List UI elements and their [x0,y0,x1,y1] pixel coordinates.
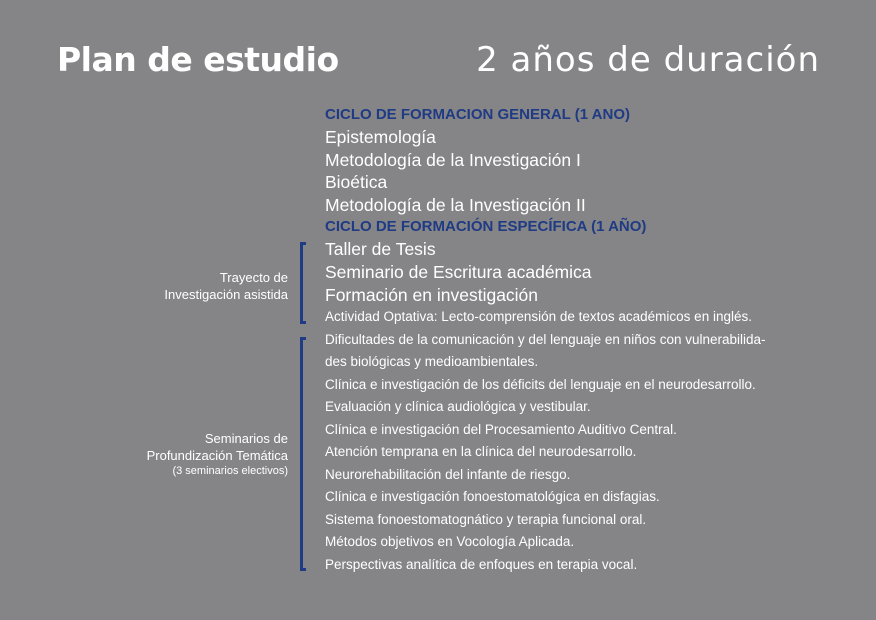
seminarios-label-line: Seminarios de [204,431,288,446]
seminar-item: Dificultades de la comunicación y del lenguaje en niños con vulnerabilida- [325,331,766,347]
cycle-general-heading: CICLO DE FORMACION GENERAL (1 ANO) [325,106,631,123]
cycle-specific-heading: CICLO DE FORMACIÓN ESPECÍFICA (1 AÑO) [325,218,647,236]
course-item: Metodología de la Investigación I [325,149,581,170]
course-item: Seminario de Escritura académica [325,261,592,282]
trayecto-label-line: Trayecto de [219,270,288,285]
course-item: Taller de Tesis [325,239,436,260]
optional-activity: Actividad Optativa: Lecto-comprensión de textos académicos en inglés. [325,309,752,325]
seminarios-label-line: Profundización Temática [146,448,288,463]
course-item: Formación en investigación [325,284,539,305]
seminar-item: Sistema fonoestomatognático y terapia funcional oral. [325,511,647,527]
page-title: Plan de estudio [57,40,339,79]
seminarios-label-note: (3 seminarios electivos) [172,465,288,477]
seminar-item: des biológicas y medioambientales. [325,354,539,370]
course-item: Epistemología [325,127,436,147]
duration-heading: 2 años de duración [476,40,820,80]
study-plan-list [325,104,845,576]
seminar-item: Atención temprana en la clínica del neurodesarrollo. [325,444,637,460]
trayecto-label [164,269,288,303]
seminar-item: Métodos objetivos en Vocología Aplicada. [325,534,575,550]
seminar-item: Clínica e investigación fonoestomatológica en disfagias. [325,489,660,505]
trayecto-bracket [300,242,306,324]
seminar-item: Clínica e investigación del Procesamiento Auditivo Central. [325,421,677,437]
seminar-item: Neurorehabilitación del infante de riesgo. [325,466,571,482]
course-item: Bioética [325,172,388,193]
trayecto-label-line: Investigación asistida [164,287,288,302]
seminar-item: Clínica e investigación de los déficits del lenguaje en el neurodesarrollo. [325,376,756,392]
seminar-item: Perspectivas analítica de enfoques en terapia vocal. [325,556,638,572]
seminarios-bracket [300,337,306,571]
seminar-item: Evaluación y clínica audiológica y vestibular. [325,399,591,415]
course-item: Metodología de la Investigación II [325,194,586,215]
seminarios-label [147,430,288,478]
